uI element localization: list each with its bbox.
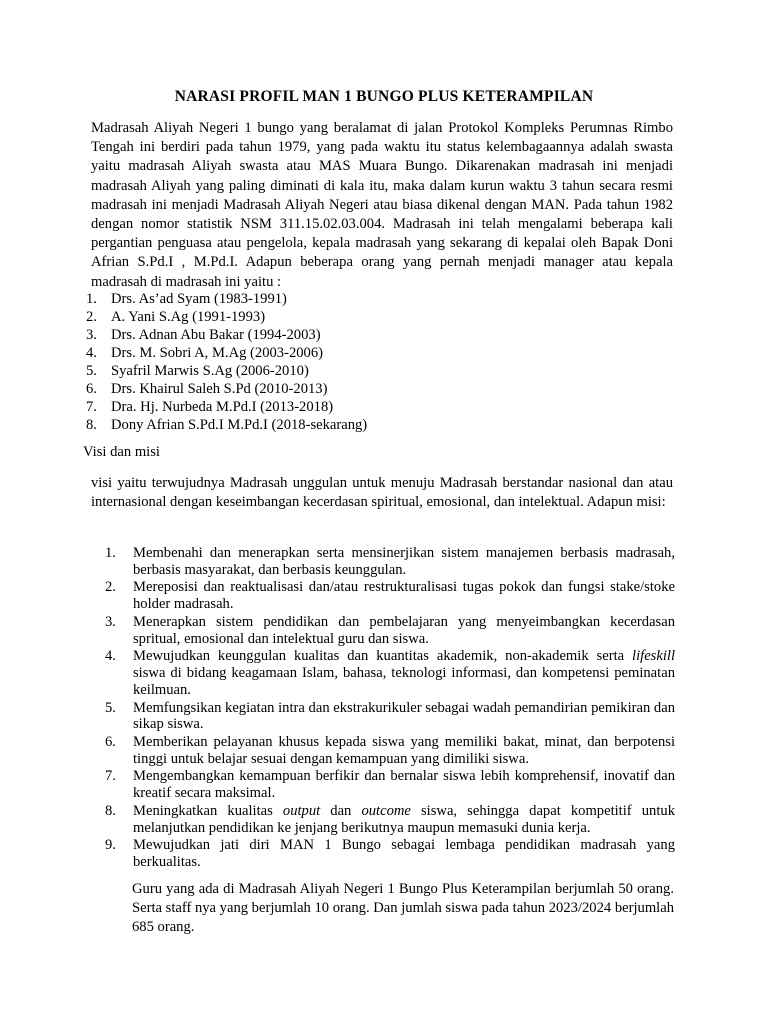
list-item — [86, 416, 486, 434]
misi-list — [105, 545, 675, 872]
list-item — [86, 308, 486, 326]
list-item — [86, 290, 486, 308]
document-title: NARASI PROFIL MAN 1 BUNGO PLUS KETERAMPILAN — [174, 88, 594, 105]
list-item — [86, 326, 486, 344]
list-text: Mereposisi dan reaktualisasi dan/atau restrukturalisasi tugas pokok dan fungsi stake/stoke holder madrasah. — [133, 579, 675, 613]
list-number: 6. — [105, 733, 116, 750]
visi-misi-heading: Visi dan misi — [83, 444, 160, 460]
list-item — [105, 734, 675, 768]
list-number: 9. — [105, 837, 116, 854]
list-text — [133, 648, 675, 699]
list-text: Drs. M. Sobri A, M.Ag (2003-2006) — [111, 345, 324, 361]
list-text: Memberikan pelayanan khusus kepada siswa yang memiliki bakat, minat, dan berpotensi tinggi untuk belajar sesuai dengan kemampuan yang dimiliki siswa. — [133, 733, 675, 767]
list-item — [105, 837, 675, 871]
list-item — [105, 803, 675, 837]
list-number: 8. — [86, 417, 97, 433]
list-text: Drs. As’ad Syam (1983-1991) — [111, 291, 287, 307]
list-text: A. Yani S.Ag (1991-1993) — [111, 309, 266, 325]
list-item — [105, 648, 675, 699]
list-number: 3. — [105, 613, 116, 630]
list-item — [105, 579, 675, 613]
list-number: 5. — [105, 699, 116, 716]
list-text — [133, 803, 675, 837]
list-text: Membenahi dan menerapkan serta mensinerjikan sistem manajemen berbasis madrasah, berbasis masyarakat, dan berbasis keunggulan. — [133, 545, 675, 578]
list-number: 3. — [86, 327, 97, 343]
list-number: 1. — [105, 545, 116, 561]
headmaster-list — [86, 290, 486, 434]
list-text: Menerapkan sistem pendidikan dan pembelajaran yang menyeimbangkan kecerdasan spritual, emosional dan intelektual guru dan siswa. — [133, 613, 675, 647]
closing-paragraph: Guru yang ada di Madrasah Aliyah Negeri 1 Bungo Plus Keterampilan berjumlah 50 orang. Serta staff nya yang berjumlah 10 orang. Dan jumlah siswa pada tahun 2023/2024 berjumlah 685 orang. — [132, 881, 674, 935]
list-item — [86, 380, 486, 398]
list-item — [86, 362, 486, 380]
list-text: Drs. Khairul Saleh S.Pd (2010-2013) — [111, 381, 328, 397]
list-text: Mengembangkan kemampuan berfikir dan bernalar siswa lebih komprehensif, inovatif dan kreatif secara maksimal. — [133, 768, 675, 802]
intro-paragraph: Madrasah Aliyah Negeri 1 bungo yang beralamat di jalan Protokol Kompleks Perumnas Rimbo Tengah ini berdiri pada tahun 1979, yang pada waktu itu status kelembagaannya adalah swasta yaitu madrasah Aliyah swasta atau MAS Muara Bungo. Dikarenakan madrasah ini menjadi madrasah Aliyah yang paling diminati di kala itu, maka dalam kurun waktu 3 tahun secara resmi madrasah ini menjadi Madrasah Aliyah Negeri atau biasa dikenal dengan MAN. Pada tahun 1982 dengan nomor statistik NSM 311.15.02.03.004. Madrasah ini telah mengalami beberapa kali pergantian penguasa atau pengelola, kepala madrasah yang sekarang di kepalai oleh Bapak Doni Afrian S.Pd.I , M.Pd.I. Adapun beberapa orang yang pernah menjadi manager atau kepala madrasah di madrasah ini yaitu : — [91, 120, 673, 290]
list-number: 6. — [86, 381, 97, 397]
text-run: siswa di bidang keagamaan Islam, bahasa, teknologi informasi, dan kompetensi peminatan keilmuan. — [133, 665, 675, 699]
text-run: siswa, sehingga dapat kompetitif untuk melanjutkan pendidikan ke jenjang berikutnya maupun memasuki dunia kerja. — [133, 802, 675, 836]
list-number: 4. — [105, 648, 116, 665]
list-number: 2. — [86, 309, 97, 325]
list-text: Memfungsikan kegiatan intra dan ekstrakurikuler sebagai wadah pemandirian pemikiran dan sikap siswa. — [133, 699, 675, 733]
italic-term: lifeskill — [632, 648, 675, 665]
list-text: Syafril Marwis S.Ag (2006-2010) — [111, 363, 309, 379]
visi-paragraph: visi yaitu terwujudnya Madrasah unggulan untuk menuju Madrasah berstandar nasional dan atau internasional dengan keseimbangan kecerdasan spiritual, emosional, dan intelektual. Adapun misi: — [91, 475, 673, 510]
list-text: Dra. Hj. Nurbeda M.Pd.I (2013-2018) — [111, 399, 334, 415]
list-item — [105, 545, 675, 579]
list-item — [105, 768, 675, 802]
list-item — [105, 614, 675, 648]
list-text: Drs. Adnan Abu Bakar (1994-2003) — [111, 327, 321, 343]
list-item — [86, 344, 486, 362]
italic-term: outcome — [361, 802, 411, 819]
list-text: Mewujudkan jati diri MAN 1 Bungo sebagai lembaga pendidikan madrasah yang berkualitas. — [133, 837, 675, 871]
list-number: 7. — [86, 399, 97, 415]
list-number: 8. — [105, 802, 116, 819]
list-number: 7. — [105, 768, 116, 785]
list-item — [86, 398, 486, 416]
text-run: Meningkatkan kualitas — [133, 802, 283, 819]
italic-term: output — [282, 802, 321, 819]
list-number: 5. — [86, 363, 97, 379]
list-number: 4. — [86, 345, 97, 361]
text-run: Mewujudkan keunggulan kualitas dan kuantitas akademik, non-akademik serta — [133, 648, 633, 665]
list-item — [105, 700, 675, 734]
list-text: Dony Afrian S.Pd.I M.Pd.I (2018-sekarang) — [111, 417, 368, 433]
list-number: 1. — [86, 291, 97, 307]
list-number: 2. — [105, 579, 116, 596]
text-run: dan — [320, 802, 362, 819]
